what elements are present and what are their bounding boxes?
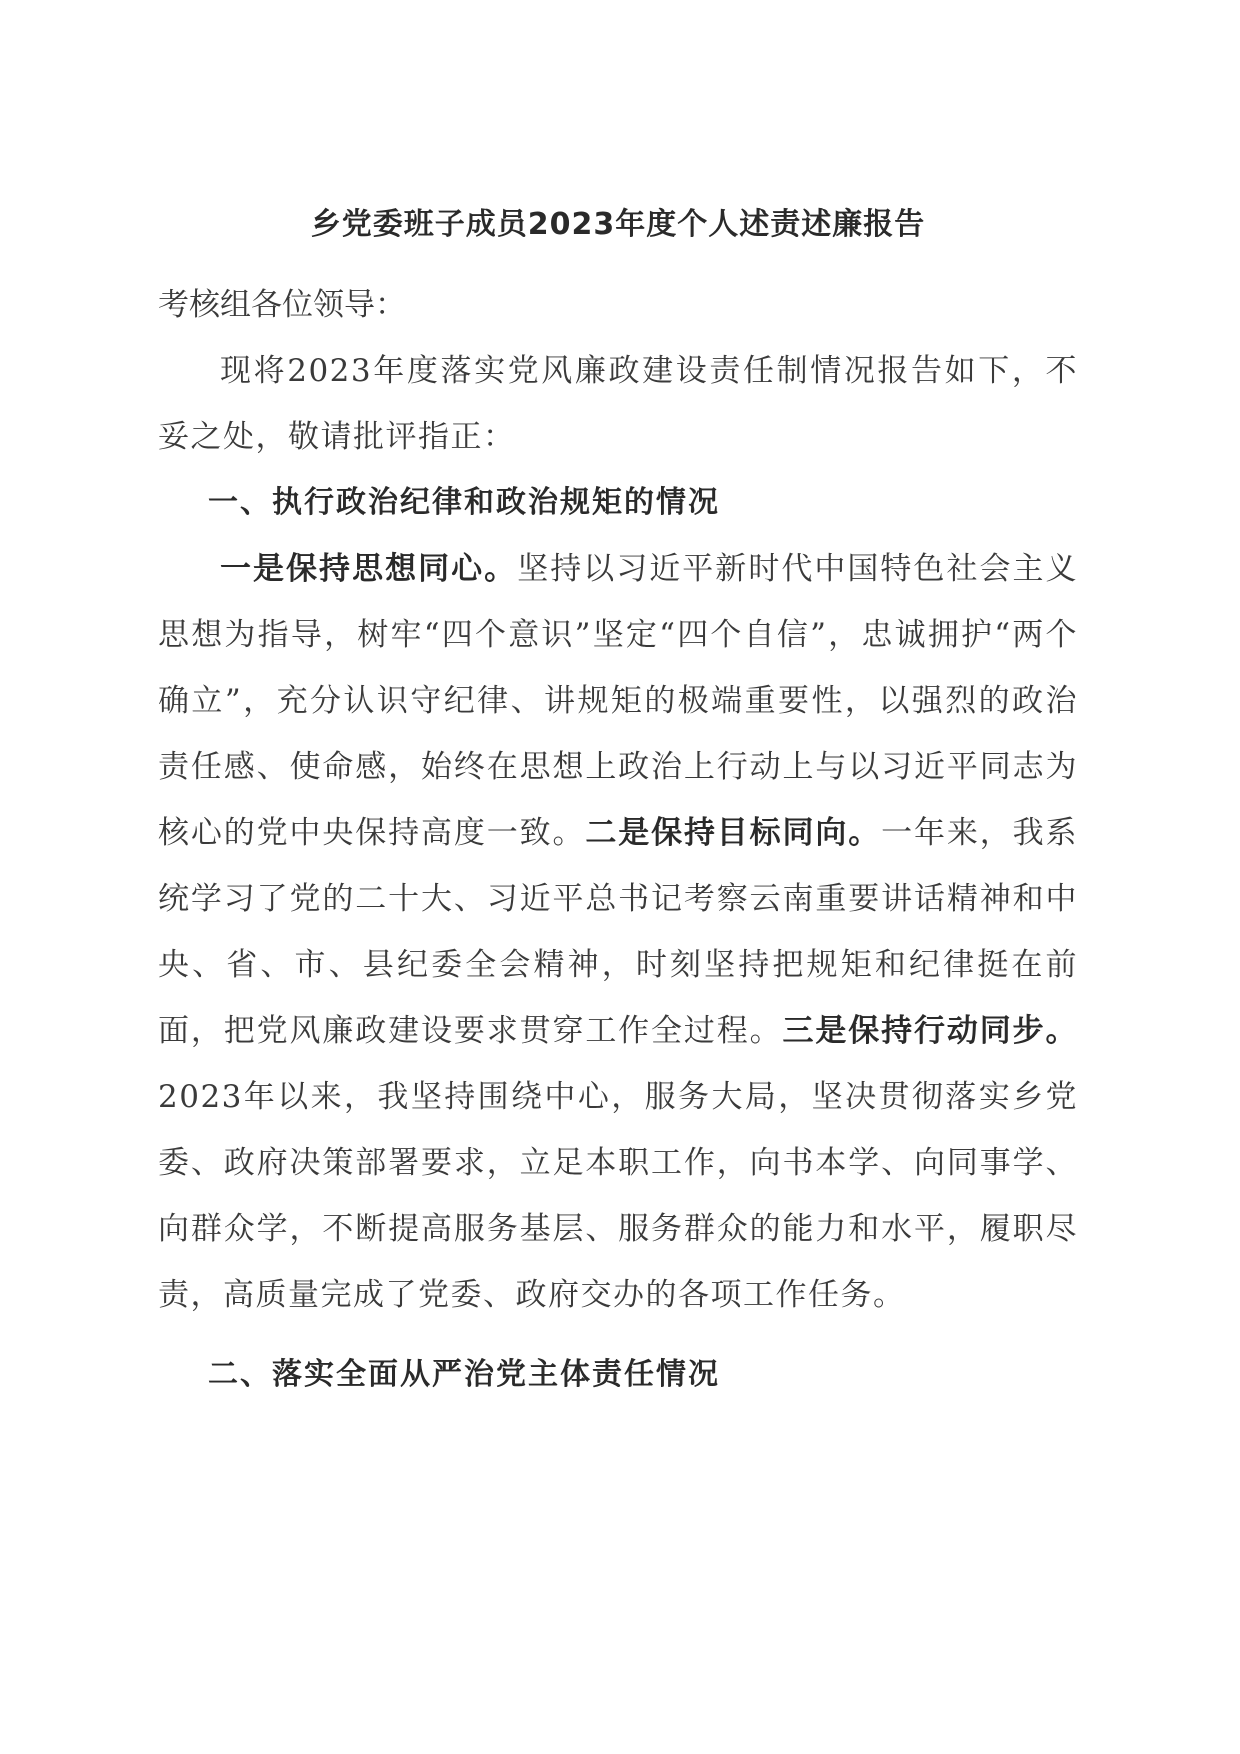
salutation: 考核组各位领导： bbox=[158, 287, 406, 323]
document-title: 乡党委班子成员2023年度个人述责述廉报告 bbox=[310, 207, 926, 242]
section-heading-2: 二、落实全面从严治党主体责任情况 bbox=[208, 1357, 720, 1392]
document-body bbox=[158, 200, 1078, 1408]
point-1-text: 坚持以习近平新时代中国特色社会主义思想为指导，树牢“四个意识”坚定“四个自信”，忠诚拥护“两个确立”，充分认识守纪律、讲规矩的极端重要性，以强烈的政治责任感、使命感，始终在思想上政治上行动上与以习近平同志为核心的党中央保持高度一致。 bbox=[158, 551, 1079, 851]
section1-paragraph bbox=[158, 536, 1078, 1328]
intro-paragraph: 现将2023年度落实党风廉政建设责任制情况报告如下，不妥之处，敬请批评指正： bbox=[158, 353, 1078, 455]
point-2-lead: 二是保持目标同向。 bbox=[585, 815, 882, 851]
point-3-lead: 三是保持行动同步。 bbox=[782, 1013, 1079, 1049]
point-1-lead: 一是保持思想同心。 bbox=[220, 551, 518, 587]
point-3-text: 2023年以来，我坚持围绕中心，服务大局，坚决贯彻落实乡党委、政府决策部署要求，立足本职工作，向书本学、向同事学、向群众学，不断提高服务基层、服务群众的能力和水平，履职尽责，高质量完成了党委、政府交办的各项工作任务。 bbox=[158, 1079, 1078, 1313]
section-heading-1: 一、执行政治纪律和政治规矩的情况 bbox=[208, 485, 720, 520]
point-2-text: 一年来，我系统学习了党的二十大、习近平总书记考察云南重要讲话精神和中央、省、市、县纪委全会精神，时刻坚持把规矩和纪律挺在前面，把党风廉政建设要求贯穿工作全过程。 bbox=[158, 815, 1079, 1049]
